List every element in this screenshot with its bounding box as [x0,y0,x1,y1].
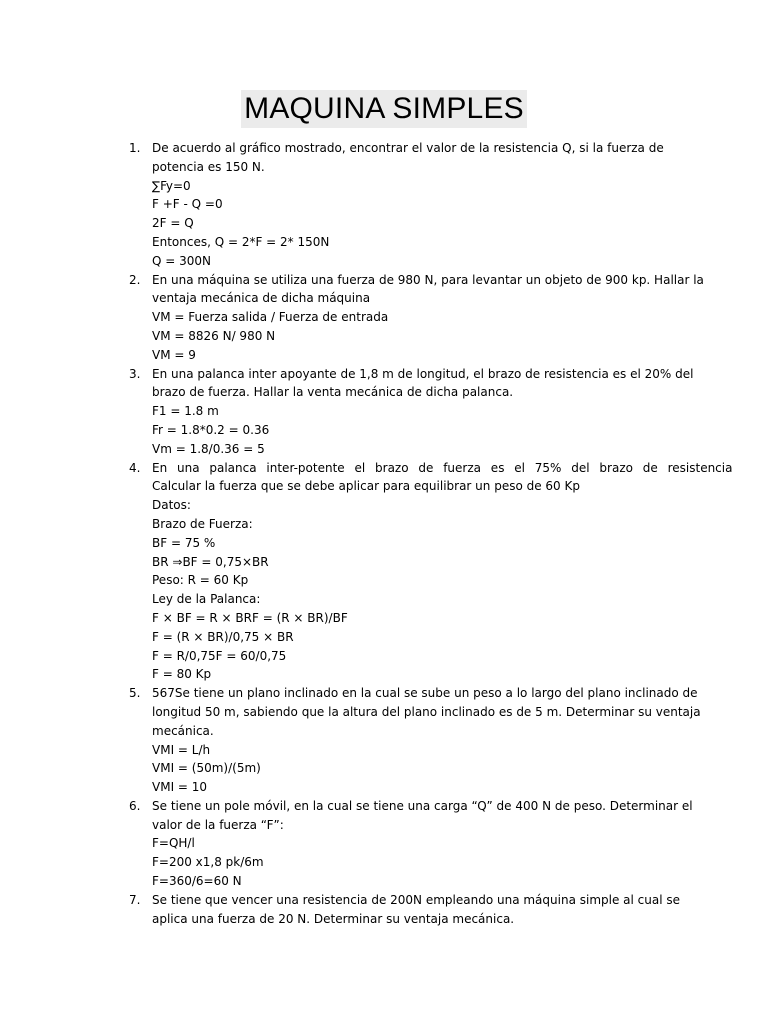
problem-line: F = 80 Kp [152,667,212,682]
problem-line: valor de la fuerza “F”: [152,817,284,832]
problem-line: Vm = 1.8/0.36 = 5 [152,441,265,456]
problem-line: VMI = 10 [152,780,208,795]
problem-line: mecánica. [152,723,214,738]
problem-line: Entonces, Q = 2*F = 2* 150N [152,234,330,249]
problem-line: F1 = 1.8 m [152,404,219,419]
problem-line: En una palanca inter apoyante de 1,8 m de longitud, el brazo de resistencia es el 20% del [152,366,694,381]
problem-line: VM = Fuerza salida / Fuerza de entrada [152,310,389,325]
problem-line: aplica una fuerza de 20 N. Determinar su ventaja mecánica. [152,911,515,926]
problem-number: 4. [129,460,141,475]
problem-number: 6. [129,798,141,813]
problem-line: F=QH/l [152,836,195,851]
problem-line: VMI = (50m)/(5m) [152,761,261,776]
problem-line: F = (R × BR)/0,75 × BR [152,629,294,644]
problem-line: En una palanca inter-potente el brazo de fuerza es el 75% del brazo de resistencia [152,460,733,475]
problem-line: 567Se tiene un plano inclinado en la cual se sube un peso a lo largo del plano inclinado de [152,686,698,701]
title-container [0,90,768,128]
problem-list [129,139,733,928]
problem-line: Fr = 1.8*0.2 = 0.36 [152,422,270,437]
problem-line: F +F - Q =0 [152,197,223,212]
problem-line: BF = 75 % [152,535,216,550]
problem-line: VMI = L/h [152,742,211,757]
problem-item [129,365,694,459]
problem-item [129,459,733,685]
problem-line: Brazo de Fuerza: [152,516,253,531]
problem-line: ∑Fy=0 [152,178,191,193]
problem-item [129,684,701,797]
problem-number: 1. [129,141,141,155]
problem-line: De acuerdo al gráfico mostrado, encontrar el valor de la resistencia Q, si la fuerza de [152,141,664,155]
page-title: MAQUINA SIMPLES [241,90,527,128]
problem-line: Q = 300N [152,253,212,268]
problem-line: VM = 8826 N/ 980 N [152,328,276,343]
problem-line: Ley de la Palanca: [152,592,261,607]
problem-number: 7. [129,892,141,907]
problem-line: longitud 50 m, sabiendo que la altura del plano inclinado es de 5 m. Determinar su ventaja [152,704,701,719]
problem-line: brazo de fuerza. Hallar la venta mecánica de dicha palanca. [152,385,514,400]
problem-line: F × BF = R × BRF = (R × BR)/BF [152,610,348,625]
problem-item [129,891,681,929]
problem-line: F=360/6=60 N [152,874,242,889]
problem-line: F = R/0,75F = 60/0,75 [152,648,287,663]
problem-item [129,271,704,365]
problem-line: Se tiene un pole móvil, en la cual se tiene una carga “Q” de 400 N de peso. Determinar el [152,798,693,813]
problem-line: Calcular la fuerza que se debe aplicar para equilibrar un peso de 60 Kp [152,479,580,494]
problem-line: En una máquina se utiliza una fuerza de 980 N, para levantar un objeto de 900 kp. Hallar la [152,272,704,287]
problem-item [129,139,664,271]
problem-line: ventaja mecánica de dicha máquina [152,291,371,306]
problem-line: Datos: [152,498,191,513]
problem-line: 2F = Q [152,216,194,231]
problem-line: VM = 9 [152,347,196,362]
problem-line: Se tiene que vencer una resistencia de 200N empleando una máquina simple al cual se [152,892,681,907]
problem-line: BR ⇒BF = 0,75×BR [152,554,269,569]
problem-number: 2. [129,272,141,287]
problem-number: 5. [129,686,141,701]
problem-line: Peso: R = 60 Kp [152,573,249,588]
problem-number: 3. [129,366,141,381]
problem-line: F=200 x1,8 pk/6m [152,855,264,870]
problem-line: potencia es 150 N. [152,159,265,174]
problem-item [129,797,693,891]
